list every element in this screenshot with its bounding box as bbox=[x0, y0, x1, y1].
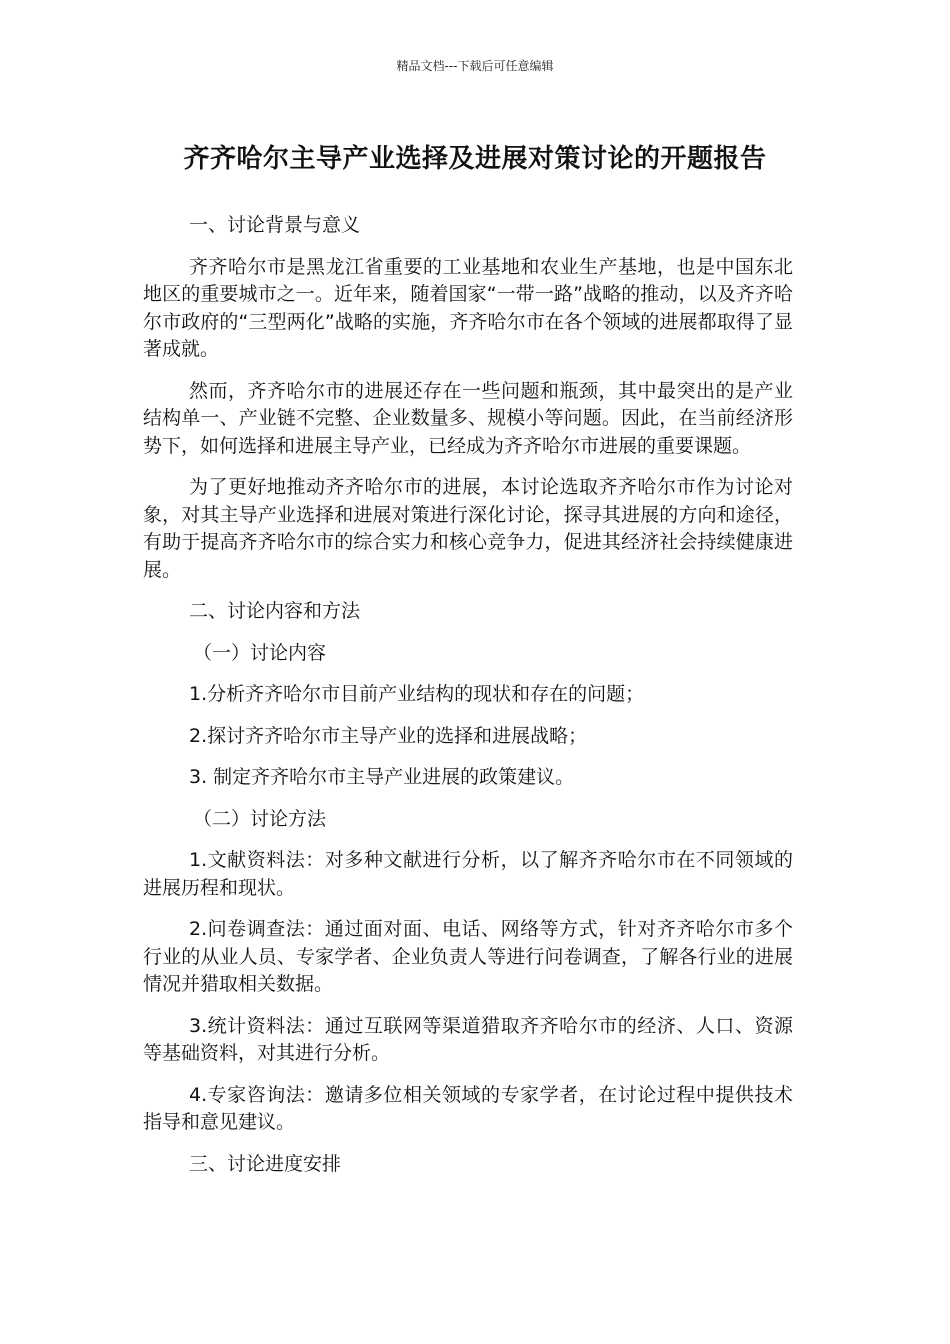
subsection-heading-content: （一）讨论内容 bbox=[193, 641, 327, 664]
method-paragraph: 2.问卷调查法：通过面对面、电话、网络等方式，针对齐齐哈尔市多个行业的从业人员、专家学者、企业负责人等进行问卷调查，了解各行业的进展情况并猎取相关数据。 bbox=[143, 918, 793, 995]
method-paragraph: 1.文献资料法：对多种文献进行分析，以了解齐齐哈尔市在不同领域的进展历程和现状。 bbox=[143, 849, 793, 899]
paragraph: 齐齐哈尔市是黑龙江省重要的工业基地和农业生产基地，也是中国东北地区的重要城市之一。近年来，随着国家“一带一路”战略的推动，以及齐齐哈尔市政府的“三型两化”战略的实施，齐齐哈尔市在各个领域的进展都取得了显著成就。 bbox=[143, 255, 793, 360]
section-heading-2: 二、讨论内容和方法 bbox=[189, 600, 361, 622]
subsection-heading-methods: （二）讨论方法 bbox=[193, 807, 327, 830]
list-item: 1.分析齐齐哈尔市目前产业结构的现状和存在的问题； bbox=[189, 683, 645, 705]
method-paragraph: 3.统计资料法：通过互联网等渠道猎取齐齐哈尔市的经济、人口、资源等基础资料，对其进行分析。 bbox=[143, 1014, 793, 1064]
list-item: 3. 制定齐齐哈尔市主导产业进展的政策建议。 bbox=[189, 766, 575, 788]
document-title: 齐齐哈尔主导产业选择及进展对策讨论的开题报告 bbox=[183, 144, 767, 174]
section-heading-1: 一、讨论背景与意义 bbox=[189, 214, 361, 236]
method-paragraph: 4.专家咨询法：邀请多位相关领域的专家学者，在讨论过程中提供技术指导和意见建议。 bbox=[143, 1083, 793, 1133]
paragraph: 为了更好地推动齐齐哈尔市的进展，本讨论选取齐齐哈尔市作为讨论对象，对其主导产业选择和进展对策进行深化讨论，探寻其进展的方向和途径，有助于提高齐齐哈尔市的综合实力和核心竞争力，促进其经济社会持续健康进展。 bbox=[143, 476, 793, 581]
section-heading-3: 三、讨论进度安排 bbox=[189, 1152, 342, 1175]
header-note: 精品文档---下载后可任意编辑 bbox=[396, 59, 554, 73]
list-item: 2.探讨齐齐哈尔市主导产业的选择和进展战略； bbox=[189, 724, 588, 747]
document-body bbox=[143, 212, 793, 1192]
paragraph: 然而，齐齐哈尔市的进展还存在一些问题和瓶颈，其中最突出的是产业结构单一、产业链不完整、企业数量多、规模小等问题。因此，在当前经济形势下，如何选择和进展主导产业，已经成为齐齐哈尔市进展的重要课题。 bbox=[143, 379, 793, 457]
